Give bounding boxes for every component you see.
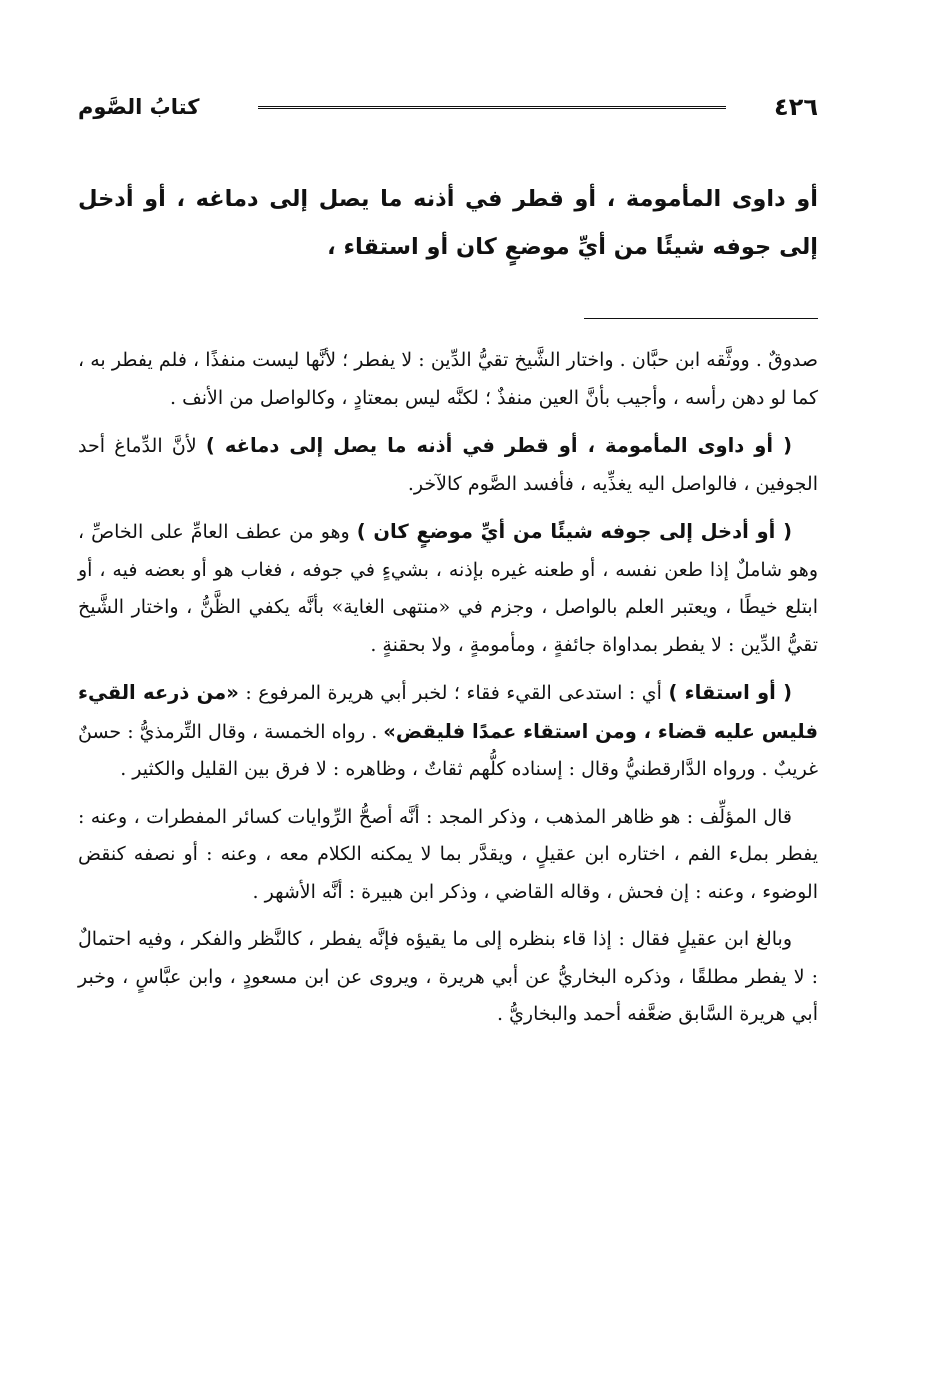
paragraph-text: قال المؤلِّف : هو ظاهر المذهب ، وذكر المجد : أنَّه أصحُّ الرِّوايات كسائر المفطرات ، وعنه : يفطر بملء الفم ، اختاره ابن عقيلٍ ، ويقدَّر بما لا يمكنه الكلام معه ، وعنه : أو نصفه كنقض الوضوء ، وعنه : إن فحش ، وقاله القاضي ، وذكر ابن هبيرة : أنَّه الأشهر . — [78, 805, 819, 903]
commentary — [78, 342, 818, 1044]
commentary-paragraph-3 — [78, 513, 818, 664]
paragraph-text: وبالغ ابن عقيلٍ فقال : إذا قاء بنظره إلى ما يقيؤه فإنَّه يفطر ، كالنَّظر والفكر ، وفيه احتمالٌ : لا يفطر مطلقًا ، وذكره البخاريُّ عن أبي هريرة ، ويروى عن ابن مسعودٍ ، وابن عبَّاسٍ ، وخبر أبي هريرة السَّابق ضعَّفه أحمد والبخاريُّ . — [78, 928, 818, 1025]
commentary-paragraph-4 — [78, 674, 818, 789]
quoted-matn: ( أو استقاء ) — [668, 681, 792, 704]
paragraph-text: وهو من عطف العامِّ على الخاصِّ ، وهو شاملٌ إذا طعن نفسه ، أو طعنه غيره بإذنه ، بشيءٍ في جوفه ، فغاب هو أو بعضه فيه ، أو ابتلع خيطًا ، ويعتبر العلم بالواصل ، وجزم في «منتهى الغاية» بأنَّه يكفي الظَّنُّ ، واختار الشَّيخ تقيُّ الدِّين : لا يفطر بمداواة جائفةٍ ، ومأمومةٍ ، ولا بحقنةٍ . — [78, 521, 818, 656]
footnote-separator — [584, 318, 818, 319]
page-number: ٤٢٦ — [774, 93, 818, 121]
header-double-rule — [258, 106, 726, 109]
paragraph-text: لأنَّ الدِّماغ أحد الجوفين ، فالواصل اليه يغذِّيه ، فأفسد الصَّوم كالآخر. — [78, 435, 818, 495]
quoted-matn: ( أو داوى المأمومة ، أو قطر في أذنه ما يصل إلى دماغه ) — [205, 434, 793, 457]
commentary-paragraph-1 — [78, 342, 818, 417]
main-text: أو داوى المأمومة ، أو قطر في أذنه ما يصل إلى دماغه ، أو أدخل إلى جوفه شيئًا من أيِّ موضعٍ كان أو استقاء ، — [78, 186, 818, 260]
commentary-paragraph-6 — [78, 921, 818, 1034]
commentary-paragraph-5 — [78, 799, 818, 912]
quoted-hadith: «من ذرعه القيء فليس عليه قضاء ، ومن استقاء عمدًا فليقض» — [78, 681, 818, 743]
commentary-paragraph-2 — [78, 427, 818, 503]
paragraph-text: . رواه الخمسة ، وقال التِّرمذيُّ : حسنٌ غريبٌ . ورواه الدَّارقطنيُّ وقال : إسناده كلُّهم ثقاتٌ ، وظاهره : لا فرق بين القليل والكثير . — [78, 720, 818, 780]
page-header — [78, 92, 818, 128]
running-title: كتابُ الصَّوم — [78, 95, 200, 119]
paragraph-text: أي : استدعى القيء فقاء ؛ لخبر أبي هريرة المرفوع : — [238, 682, 669, 704]
quoted-matn: ( أو أدخل إلى جوفه شيئًا من أيِّ موضعٍ كان ) — [356, 520, 792, 543]
paragraph-text: صدوقٌ . ووثَّقه ابن حبَّان . واختار الشَّيخ تقيُّ الدِّين : لا يفطر ؛ لأنَّها ليست منفذًا ، فلم يفطر به ، كما لو دهن رأسه ، وأجيب بأنَّ العين منفذٌ ؛ لكنَّه ليس بمعتادٍ ، وكالواصل من الأنف . — [78, 349, 818, 409]
